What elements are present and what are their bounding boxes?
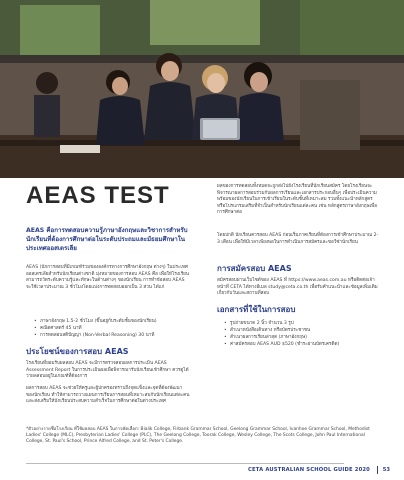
intro-paragraph: AEAS (นักการสอบที่มีเกณฑ์ร่วมขององค์กรทางการศึกษาอังกฤษ ต่างๆ) ในประเทศออสเตรเลียสำหรับนักเรียนต่างชาติ มุ่งหมายของการสอบ AEAS คือ เพื่อให้โรงเรียนสามารถวัดระดับความรู้และทักษะในด้านต่างๆ ของนักเรียน การทำข้อสอบ AEAS จะใช้เวลาประมาณ 3 ชั่วโมงโดยแบ่งการทดสอบออกเป็น 3 ส่วน ได้แก่ [26, 265, 189, 290]
right-paragraph-1: ผลของการทดสอบทั้งหมดจะถูกส่งไปยังโรงเรียนที่นักเรียนสมัคร โดยโรงเรียนจะพิจารณาผลการสอบร่วมกับผลการเรียนและเอกสารประกอบอื่นๆ เพื่อประเมินความพร้อมของนักเรียนในการเข้าเรียนในระดับชั้นที่เหมาะสม รวมทั้งแนะนำหลักสูตรหรือโปรแกรมเสริมที่จำเป็นสำหรับนักเรียนแต่ละคน เช่น หลักสูตรภาษาอังกฤษเพื่อการศึกษาต่อ [217, 184, 377, 216]
list-item: • สำเนาหนังสือเดินทาง หรือบัตรประชาชน [224, 327, 384, 334]
benefits-heading: ประโยชน์ของการสอบ AEAS [26, 347, 129, 356]
page-title: AEAS TEST [26, 182, 170, 209]
footnote: *ตัวอย่างรายชื่อโรงเรียน ที่ใช้ผลสอบ AEAS ในการคัดเลือก: Bialik College, Firbank Grammar School, Geelong Grammar School, Ivanhoe Grammar School, Methodist Ladies' College (MLC), Presbyterian Ladies' College (PLC), The Geelong College, Toorak College, Wesley College, The Scots College, John Paul International College, St. Paul's School, Prince Alfred College, and St. Peter's College. [26, 427, 370, 445]
test-sections-list [34, 318, 192, 339]
page-footer [0, 460, 404, 480]
footer-label: CETA AUSTRALIAN SCHOOL GUIDE 2020 [248, 467, 370, 473]
list-item: • สำเนาผลการเรียนล่าสุด (ภาษาอังกฤษ) [224, 334, 384, 341]
footer-divider [26, 463, 344, 464]
list-item: • ค่าสมัครสอบ AEAS AUD $520 (ชำระผ่านบัตรเครดิต) [224, 341, 384, 348]
list-item: • รูปถ่ายขนาด 2 นิ้ว จำนวน 3 รูป [224, 320, 384, 327]
footer-separator [377, 466, 378, 474]
documents-heading: เอกสารที่ใช้ในการสอบ [217, 305, 296, 314]
list-item: • การทดสอบสติปัญญา (Non-Verbal Reasoning) 30 นาที [34, 332, 192, 339]
list-item: • ภาษาอังกฤษ 1.5-2 ชั่วโมง (ขึ้นอยู่กับระดับชั้นของนักเรียน) [34, 318, 192, 325]
list-item: • คณิตศาสตร์ 45 นาที [34, 325, 192, 332]
page-subtitle: AEAS คือการทดสอบความรู้ภาษาอังกฤษและวิชาการสำหรับนักเรียนที่ต้องการศึกษาต่อในระดับประถมและมัธยมศึกษาในประเทศออสเตรเลีย [26, 227, 188, 252]
apply-paragraph: สมัครสอบผ่านเว็บไซต์ของ AEAS ที่ https://www.aeas.com.au หรือติดต่อเจ้าหน้าที่ CETA ได้ทางอีเมล study@ceta.co.th เพื่อรับคำแนะนำและข้อมูลเพิ่มเติมเกี่ยวกับวันและสถานที่สอบ [217, 278, 378, 297]
hero-photo [0, 0, 404, 178]
benefits-paragraph-2: ผลการสอบ AEAS จะช่วยให้ครูและผู้ปกครองทราบถึงจุดแข็งและจุดที่ต้องพัฒนาของนักเรียน ทำให้สามารถวางแผนการเรียนการสอนที่เหมาะสมกับนักเรียนแต่ละคน และส่งเสริมให้นักเรียนประสบความสำเร็จในการศึกษาต่อในต่างประเทศ [26, 386, 190, 405]
benefits-paragraph-1: โรงเรียนที่ยอมรับผลสอบ AEAS จะมีการตรวจสอบผลการประเมิน AEAS Assessment Report ในการประเมินผลเพื่อพิจารณารับนักเรียนเข้าศึกษา ควรดูได้ว่าผลสอบอยู่ในเกณฑ์ที่ต้องการ [26, 361, 189, 380]
right-paragraph-2: โดยปกติ นักเรียนควรสอบ AEAS ก่อนเริ่มภาคเรียนที่ต้องการเข้าศึกษาประมาณ 2-3 เดือน เพื่อให้มีเวลาเพียงพอในการดำเนินการสมัครและขอวีซ่านักเรียน [217, 233, 379, 245]
apply-heading: การสมัครสอบ AEAS [217, 264, 292, 273]
page-number: 53 [382, 467, 390, 473]
documents-list [224, 320, 384, 348]
